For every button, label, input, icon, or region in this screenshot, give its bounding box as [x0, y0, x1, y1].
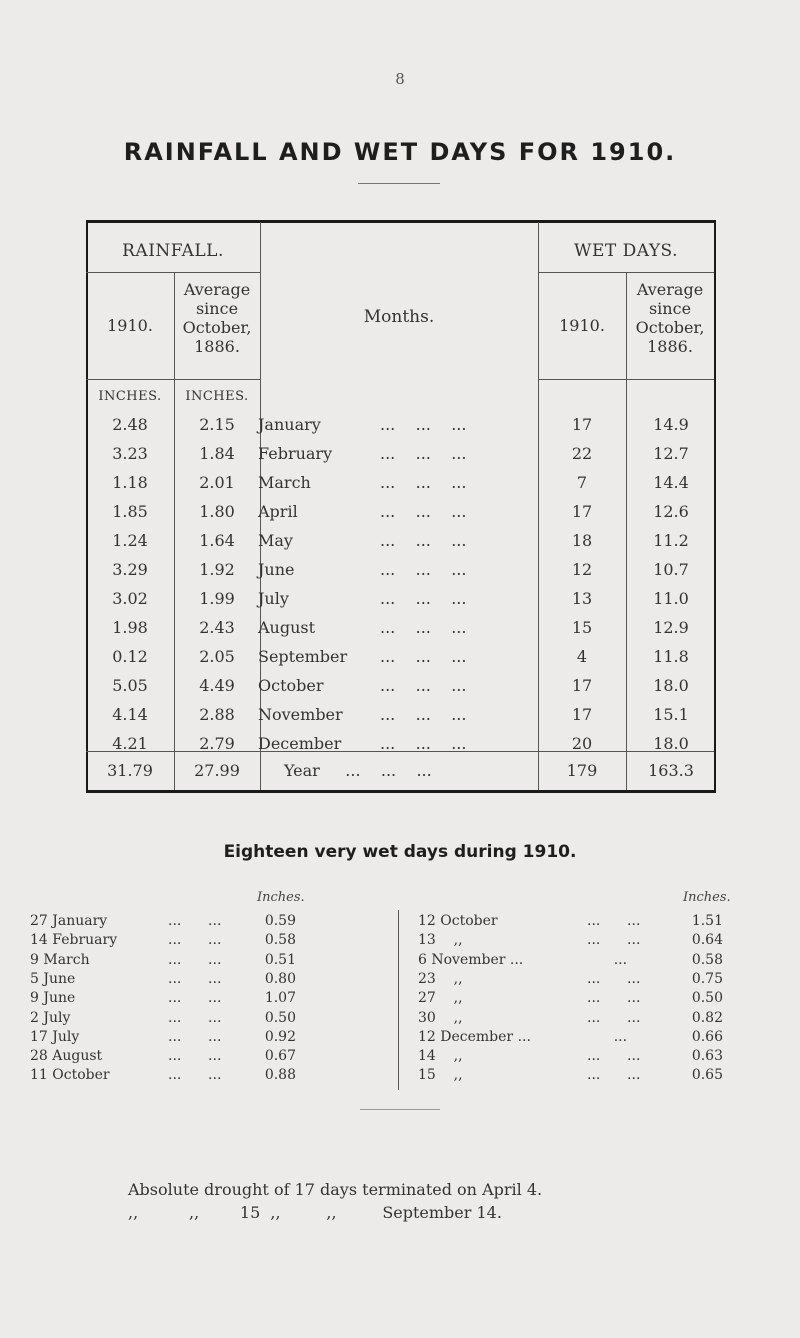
table-row — [86, 700, 716, 730]
month-name: November — [258, 705, 343, 724]
month-name: January — [258, 415, 321, 434]
wet-day-value: 0.58 — [264, 932, 296, 949]
total-rain-average: 27.99 — [194, 761, 240, 780]
dot-leader: ... ... ... — [380, 705, 467, 724]
wet-day-date: 6 November ... — [418, 951, 524, 968]
table-row — [86, 468, 716, 498]
dot-leader: ... ... ... — [380, 618, 467, 637]
wet-day-date: 11 October — [30, 1067, 110, 1084]
wet-day-date: 9 March — [30, 951, 90, 968]
wet-day-value: 0.67 — [264, 1048, 296, 1065]
wet-day-date: 14 ,, — [418, 1048, 463, 1065]
wet-day-value: 1.07 — [264, 990, 296, 1007]
dot-leader: ... ... — [587, 970, 641, 987]
total-wet-average: 163.3 — [648, 761, 694, 780]
dot-leader: ... ... ... — [380, 415, 467, 434]
page-title: RAINFALL AND WET DAYS FOR 1910. — [123, 138, 677, 166]
rain-average-cell: 2.43 — [199, 618, 235, 637]
rain-1910-cell: 4.14 — [112, 705, 148, 724]
dot-leader: ... ... ... — [380, 560, 467, 579]
dot-leader: ... ... — [168, 951, 222, 968]
wet-day-row — [0, 1066, 800, 1085]
wet-day-date: 30 ,, — [418, 1009, 463, 1026]
rain-1910-cell: 1.85 — [112, 502, 148, 521]
rainfall-header: RAINFALL. — [122, 241, 224, 261]
wet-day-date: 27 ,, — [418, 990, 463, 1007]
wet-average-cell: 11.2 — [653, 531, 689, 550]
wet-average-cell: 18.0 — [653, 676, 689, 695]
rain-average-cell: 2.88 — [199, 705, 235, 724]
table-row — [86, 439, 716, 469]
wet-col-1910-header: 1910. — [559, 316, 605, 335]
rain-average-cell: 1.99 — [199, 589, 235, 608]
wet-day-value: 0.63 — [691, 1048, 723, 1065]
dot-leader: ... ... ... — [380, 647, 467, 666]
wet-1910-cell: 17 — [571, 502, 593, 521]
months-header: Months. — [363, 307, 435, 327]
rain-average-cell: 4.49 — [199, 676, 235, 695]
wet-days-header: WET DAYS. — [573, 241, 678, 261]
wet-day-row — [0, 989, 800, 1008]
rain-average-cell: 2.79 — [199, 734, 235, 753]
wet-day-value: 0.92 — [264, 1028, 296, 1045]
rain-1910-cell: 1.98 — [112, 618, 148, 637]
wet-average-cell: 10.7 — [653, 560, 689, 579]
wet-1910-cell: 20 — [571, 734, 593, 753]
month-name: May — [258, 531, 293, 550]
table-row — [86, 671, 716, 701]
dot-leader: ... ... — [587, 932, 641, 949]
wet-average-cell: 11.8 — [653, 647, 689, 666]
col-1910-header: 1910. — [107, 316, 153, 335]
rain-1910-cell: 3.23 — [112, 444, 148, 463]
wet-day-date: 13 ,, — [418, 932, 463, 949]
wet-day-row — [0, 931, 800, 950]
wet-day-row — [0, 1009, 800, 1028]
month-name: July — [258, 589, 289, 608]
rain-1910-cell: 5.05 — [112, 676, 148, 695]
wet-col-average-header: Average since October, 1886. — [635, 280, 705, 356]
dot-leader: ... ... — [587, 913, 641, 929]
rain-average-cell: 1.84 — [199, 444, 235, 463]
rain-1910-cell: 1.24 — [112, 531, 148, 550]
month-name: April — [258, 502, 298, 521]
dot-leader: ... ... ... — [380, 531, 467, 550]
wet-day-value: 0.65 — [691, 1067, 723, 1084]
unit-label-right: Inches. — [683, 890, 731, 905]
wet-day-date: 12 October — [418, 913, 498, 929]
wet-day-row — [0, 1047, 800, 1066]
wet-day-date: 14 February — [30, 932, 118, 949]
dot-leader: ... — [587, 951, 628, 968]
wet-average-cell: 15.1 — [653, 705, 689, 724]
row-divider — [538, 272, 714, 273]
wet-day-value: 0.88 — [264, 1067, 296, 1084]
table-row — [86, 729, 716, 759]
wet-day-date: 27 January — [30, 913, 108, 929]
wet-1910-cell: 18 — [571, 531, 593, 550]
rain-average-cell: 1.80 — [199, 502, 235, 521]
wet-day-date: 5 June — [30, 970, 76, 987]
wet-1910-cell: 17 — [571, 415, 593, 434]
month-name: August — [258, 618, 316, 637]
wet-day-row — [0, 970, 800, 989]
wet-average-cell: 14.9 — [653, 415, 689, 434]
wet-day-date: 17 July — [30, 1028, 80, 1045]
rain-1910-cell: 3.29 — [112, 560, 148, 579]
wet-day-value: 0.75 — [691, 970, 723, 987]
dot-leader: ... ... — [168, 1009, 222, 1026]
dot-leader: ... ... ... — [380, 589, 467, 608]
wet-day-date: 28 August — [30, 1048, 103, 1065]
wet-days-title: Eighteen very wet days during 1910. — [223, 842, 577, 862]
divider — [360, 1109, 440, 1110]
rain-average-cell: 2.15 — [199, 415, 235, 434]
wet-1910-cell: 17 — [571, 676, 593, 695]
dot-leader: ... ... — [587, 990, 641, 1007]
dot-leader: ... ... — [168, 932, 222, 949]
table-row — [86, 410, 716, 440]
units-label: INCHES. — [185, 389, 249, 404]
dot-leader: ... — [587, 1028, 628, 1045]
wet-day-value: 0.82 — [691, 1009, 723, 1026]
month-name: September — [258, 647, 348, 666]
wet-day-date: 23 ,, — [418, 970, 463, 987]
table-row — [86, 613, 716, 643]
table-row — [86, 642, 716, 672]
wet-day-value: 0.51 — [264, 951, 296, 968]
wet-average-cell: 18.0 — [653, 734, 689, 753]
rain-1910-cell: 4.21 — [112, 734, 148, 753]
wet-average-cell: 12.6 — [653, 502, 689, 521]
table-border-top — [86, 220, 716, 223]
row-divider — [86, 272, 260, 273]
month-name: October — [258, 676, 324, 695]
total-rain-1910: 31.79 — [107, 761, 153, 780]
dot-leader: ... ... ... — [380, 734, 467, 753]
col-average-header: Average since October, 1886. — [182, 280, 252, 356]
rain-average-cell: 1.64 — [199, 531, 235, 550]
wet-day-date: 9 June — [30, 990, 76, 1007]
table-row — [86, 497, 716, 527]
rain-1910-cell: 2.48 — [112, 415, 148, 434]
table-row — [86, 555, 716, 585]
dot-leader: ... ... — [168, 990, 222, 1007]
wet-day-value: 0.66 — [691, 1028, 723, 1045]
rain-1910-cell: 1.18 — [112, 473, 148, 492]
rainfall-table — [86, 220, 716, 792]
dot-leader: ... ... ... — [380, 676, 467, 695]
wet-day-row — [0, 951, 800, 970]
rain-1910-cell: 3.02 — [112, 589, 148, 608]
dot-leader: ... ... — [168, 1048, 222, 1065]
table-row — [86, 526, 716, 556]
rain-average-cell: 2.01 — [199, 473, 235, 492]
month-name: June — [258, 560, 295, 579]
divider — [358, 183, 440, 184]
dot-leader: ... ... — [168, 1028, 222, 1045]
wet-day-value: 0.80 — [264, 970, 296, 987]
wet-day-row — [0, 1028, 800, 1047]
wet-1910-cell: 12 — [571, 560, 593, 579]
rain-1910-cell: 0.12 — [112, 647, 148, 666]
wet-1910-cell: 7 — [576, 473, 588, 492]
wet-day-value: 1.51 — [691, 913, 723, 929]
drought-note: ,, ,, 15 ,, ,, September 14. — [128, 1203, 502, 1222]
wet-average-cell: 14.4 — [653, 473, 689, 492]
wet-day-value: 0.64 — [691, 932, 723, 949]
units-label: INCHES. — [98, 389, 162, 404]
dot-leader: ... ... — [168, 1067, 222, 1084]
page-number: 8 — [395, 70, 405, 88]
wet-day-value: 0.58 — [691, 951, 723, 968]
month-name: December — [258, 734, 342, 753]
row-divider — [538, 379, 714, 380]
dot-leader: ... ... — [587, 1067, 641, 1084]
table-border-bottom — [86, 790, 716, 793]
wet-day-date: 12 December ... — [418, 1028, 531, 1045]
wet-1910-cell: 22 — [571, 444, 593, 463]
dot-leader: ... ... — [168, 970, 222, 987]
month-name: March — [258, 473, 311, 492]
wet-1910-cell: 4 — [576, 647, 588, 666]
total-row — [86, 756, 716, 786]
dot-leader: ... ... — [168, 913, 222, 929]
unit-label-left: Inches. — [257, 890, 305, 905]
rain-average-cell: 2.05 — [199, 647, 235, 666]
dot-leader: ... ... ... — [380, 502, 467, 521]
table-row — [86, 584, 716, 614]
dot-leader: ... ... — [587, 1048, 641, 1065]
month-name: February — [258, 444, 333, 463]
wet-day-date: 2 July — [30, 1009, 71, 1026]
dot-leader: ... ... ... — [380, 444, 467, 463]
wet-day-value: 0.50 — [691, 990, 723, 1007]
wet-day-value: 0.59 — [264, 913, 296, 929]
rain-average-cell: 1.92 — [199, 560, 235, 579]
row-divider — [86, 379, 260, 380]
wet-average-cell: 12.9 — [653, 618, 689, 637]
wet-day-date: 15 ,, — [418, 1067, 463, 1084]
wet-day-value: 0.50 — [264, 1009, 296, 1026]
total-label: Year ... ... ... — [284, 761, 432, 780]
wet-1910-cell: 13 — [571, 589, 593, 608]
total-wet-1910: 179 — [566, 761, 598, 780]
wet-average-cell: 11.0 — [653, 589, 689, 608]
dot-leader: ... ... — [587, 1009, 641, 1026]
drought-note: Absolute drought of 17 days terminated on April 4. — [128, 1180, 543, 1199]
wet-1910-cell: 17 — [571, 705, 593, 724]
dot-leader: ... ... ... — [380, 473, 467, 492]
wet-average-cell: 12.7 — [653, 444, 689, 463]
wet-day-row — [0, 912, 800, 931]
wet-1910-cell: 15 — [571, 618, 593, 637]
